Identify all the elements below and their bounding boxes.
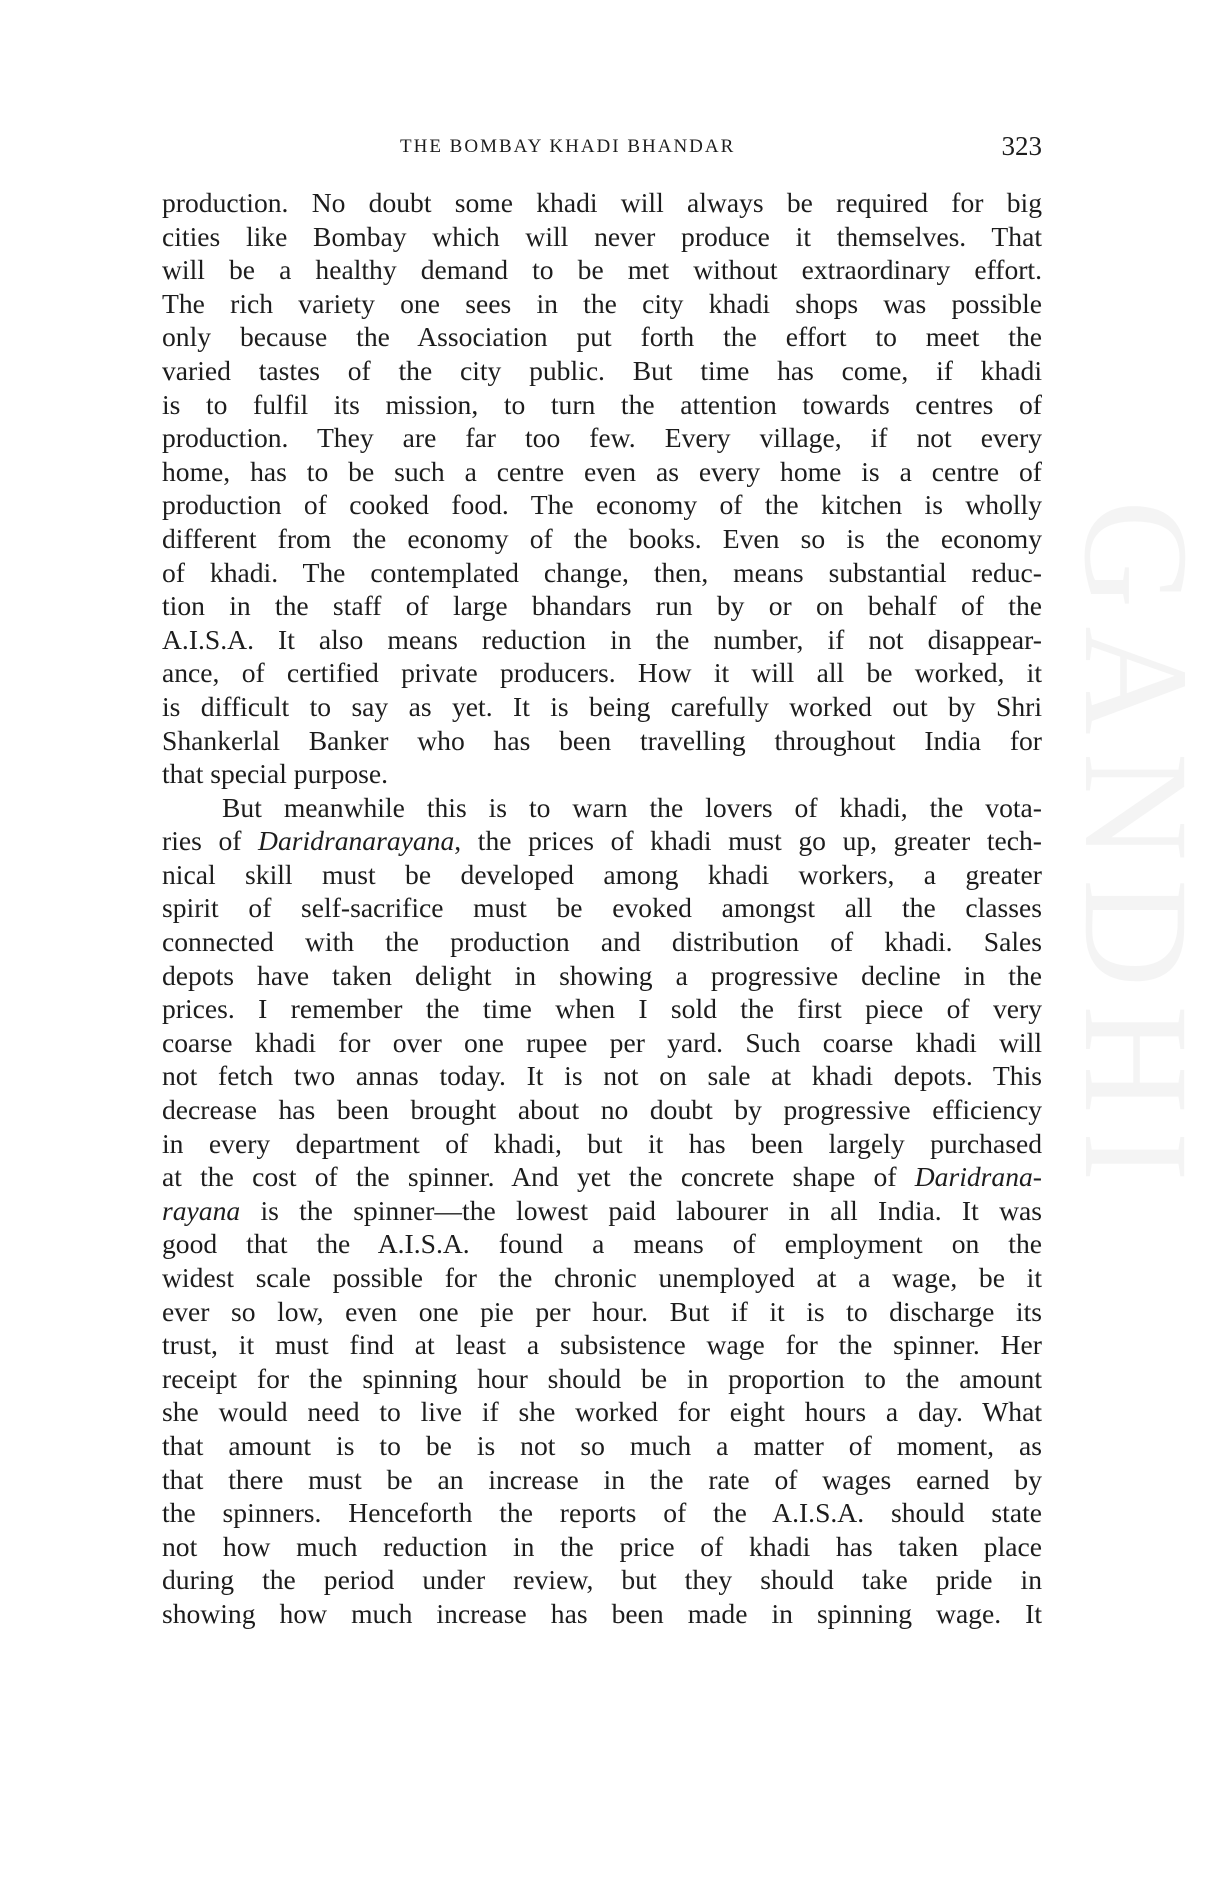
book-page xyxy=(162,131,1042,1631)
text-line: depots have taken delight in showing a progressive decline in the xyxy=(162,959,1042,991)
text-line: production of cooked food. The economy of the kitchen is wholly xyxy=(162,489,1042,521)
text-line: receipt for the spinning hour should be in proportion to the amount xyxy=(162,1362,1042,1394)
running-head xyxy=(162,131,1042,176)
page-number: 323 xyxy=(1001,131,1042,161)
text-line: But meanwhile this is to warn the lovers of khadi, the vota- xyxy=(222,791,1042,823)
text-line: that amount is to be is not so much a matter of moment, as xyxy=(162,1429,1042,1461)
running-title: THE BOMBAY KHADI BHANDAR xyxy=(400,136,736,157)
paragraph-2 xyxy=(162,791,1042,1631)
text-line: cities like Bombay which will never produce it themselves. That xyxy=(162,220,1042,252)
text-line: widest scale possible for the chronic unemployed at a wage, be it xyxy=(162,1262,1042,1293)
text-line: the spinners. Henceforth the reports of the A.I.S.A. should state xyxy=(162,1497,1042,1529)
text-line: not how much reduction in the price of khadi has taken place xyxy=(162,1530,1042,1562)
text-line: ries of Daridranarayana, the prices of khadi must go up, greater tech- xyxy=(162,825,1042,857)
text-line: connected with the production and distribution of khadi. Sales xyxy=(162,926,1042,958)
text-line: showing how much increase has been made in spinning wage. It xyxy=(162,1597,1042,1629)
text-line: varied tastes of the city public. But time has come, if khadi xyxy=(162,354,1042,386)
text-line: is to fulfil its mission, to turn the attention towards centres of xyxy=(162,388,1042,420)
text-line: is difficult to say as yet. It is being carefully worked out by Shri xyxy=(162,690,1042,722)
text-line: good that the A.I.S.A. found a means of employment on the xyxy=(162,1228,1042,1260)
watermark xyxy=(1050,500,1222,1200)
text-line: at the cost of the spinner. And yet the concrete shape of Daridrana- xyxy=(162,1161,1042,1193)
text-line: of khadi. The contemplated change, then, means substantial reduc- xyxy=(162,556,1042,588)
text-line: during the period under review, but they should take pride in xyxy=(162,1564,1042,1596)
text-line: decrease has been brought about no doubt by progressive efficiency xyxy=(162,1094,1042,1126)
text-line: that there must be an increase in the rate of wages earned by xyxy=(162,1463,1042,1495)
text-line: production. No doubt some khadi will always be required for big xyxy=(162,187,1042,218)
text-line: nical skill must be developed among khadi workers, a greater xyxy=(162,858,1042,890)
text-line: prices. I remember the time when I sold the first piece of very xyxy=(162,993,1042,1025)
text-line: rayana is the spinner—the lowest paid labourer in all India. It was xyxy=(162,1194,1042,1226)
text-line: home, has to be such a centre even as every home is a centre of xyxy=(162,455,1042,487)
paragraph-1 xyxy=(162,186,1042,791)
text-line: not fetch two annas today. It is not on sale at khadi depots. This xyxy=(162,1060,1042,1092)
text-line: A.I.S.A. It also means reduction in the number, if not disappear- xyxy=(162,623,1042,655)
text-line: different from the economy of the books. Even so is the economy xyxy=(162,522,1042,554)
text-line: production. They are far too few. Every village, if not every xyxy=(162,422,1042,454)
text-line: only because the Association put forth the effort to meet the xyxy=(162,321,1042,353)
text-line: spirit of self-sacrifice must be evoked amongst all the classes xyxy=(162,892,1042,924)
text-line: Shankerlal Banker who has been travelling throughout India for xyxy=(162,724,1042,756)
text-line: ever so low, even one pie per hour. But if it is to discharge its xyxy=(162,1295,1042,1327)
text-line: ance, of certified private producers. How it will all be worked, it xyxy=(162,657,1042,689)
text-line: that special purpose. xyxy=(162,758,389,790)
text-line: trust, it must find at least a subsistence wage for the spinner. Her xyxy=(162,1329,1042,1361)
text-line: tion in the staff of large bhandars run by or on behalf of the xyxy=(162,590,1042,622)
text-line: she would need to live if she worked for eight hours a day. What xyxy=(162,1396,1042,1428)
body-text xyxy=(162,186,1042,1631)
text-line: will be a healthy demand to be met without extraordinary effort. xyxy=(162,254,1042,286)
text-line: coarse khadi for over one rupee per yard. Such coarse khadi will xyxy=(162,1026,1042,1058)
text-line: in every department of khadi, but it has been largely purchased xyxy=(162,1127,1042,1159)
text-line: The rich variety one sees in the city khadi shops was possible xyxy=(162,287,1042,319)
